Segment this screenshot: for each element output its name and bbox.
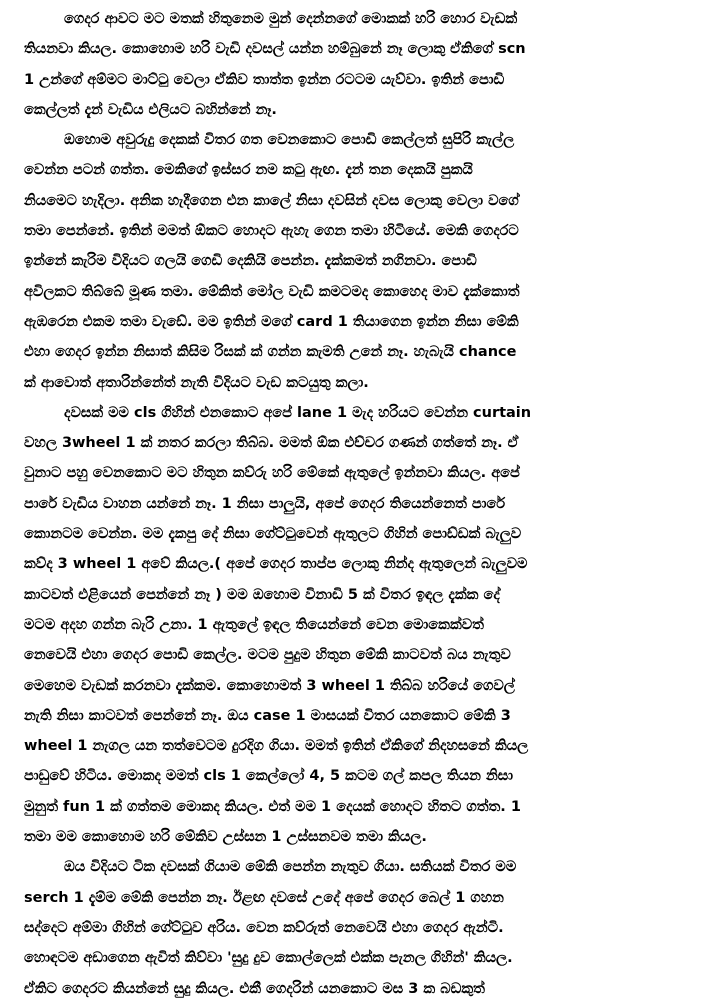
- document-page: [24, 4, 684, 1004]
- text-line: වෙන්න පටන් ගත්ත. මෙකිගේ ඉස්සර නම කටු ඇඟ. දැන් තන දෙකයි පුකයි: [24, 162, 473, 179]
- text-line: ඇඹරෙන එකම තමා වැඩේ. මම ඉතින් මගේ card 1 තියාගෙන ඉන්න නිසා මේකි: [24, 313, 519, 330]
- text-line: අවිලකට තිබ්බේ මූණ තමා. මේකිත් මෝල වැඩි කමටමද කොහෙද මාව දැක්කොත්: [24, 283, 520, 300]
- text-line: ක් ආවොත් අතාරින්නේත් නැති විදියට වැඩ කටයුතු කලා.: [24, 374, 369, 391]
- text-line: කාටවත් එළියෙන් පෙන්නේ නෑ ) මම ඔහොම විනාඩි 5 ක් විතර ඉඳල දැක්ක දේ: [24, 586, 500, 603]
- text-line: වහල 3wheel 1 ක් නතර කරලා තිබ්බ. මමත් ඕක එච්චර ගණන් ගත්තේ නෑ. ඒ: [24, 435, 519, 452]
- text-line: දවසක් මම cls ගිහින් එනකොට අපේ lane 1 මැද හරියට වෙන්න curtain: [64, 404, 532, 421]
- text-line: කව්ද 3 wheel 1 අවේ කියල.( අපේ ගෙදර තාප්ප ලොකු නින්ද ඇතුලෙන් බැලුවම: [24, 556, 528, 573]
- text-line: කෙල්ලත් දැන් වැඩිය එලියට බහින්නේ නෑ.: [24, 101, 277, 118]
- text-line: නෙවෙයි එහා ගෙදර පොඩි කෙල්ල. මටම පුදුම හිතුන මේකි කාටවත් බය නැතුව: [24, 647, 511, 664]
- text-line: 1 උන්ගේ අම්මට මාට්ටු වෙලා ඒකිව තාත්ත ඉන්න රටටම යැව්වා. ඉතින් පොඩි: [24, 71, 505, 88]
- text-line: කොනටම වෙන්න. මම දැකපු දේ නිසා ගේට්ටුවෙන් ඇතුලට ගිහින් පොඩ්ඩක් බැලුව: [24, 526, 522, 543]
- paragraph: [24, 4, 684, 125]
- text-line: serch 1 දැම්ම මේකි පෙන්න නෑ. ඊළඟ දවසේ උදේ අපේ ගෙදර බෙල් 1 ගහන: [24, 889, 504, 906]
- text-line: පාඩුවේ හිටිය. මොකද මමත් cls 1 කෙල්ලෝ 4, 5 කටම ගල් කපල තියන නිසා: [24, 768, 513, 785]
- text-line: ඔය විදියට ටික දවසක් ගියාම මේකි පෙන්න නැතුව ගියා. සතියක් විතර මම: [64, 859, 517, 876]
- text-line: ඒකිට ගෙදරට කියන්නේ සුදු කියල. එකී ගෙදරින් යනකොට මස 3 ක බඩකුත්: [24, 980, 485, 997]
- paragraph: [24, 398, 684, 852]
- text-line: මෙහෙම වැඩක් කරනවා දැක්කම. කොහොමත් 3 wheel 1 තිබ්බ හරියේ ගෙවල්: [24, 677, 515, 694]
- text-line: ගෙදර ආවට මට මතක් හිතුනෙම මුන් දෙන්නගේ මොකක් හරි හොර වැඩක්: [64, 11, 518, 27]
- text-line: නියමෙට හැදිලා. අනික හැදීගෙන එන කාලේ නිසා දවසින් දවස ලොකු වෙලා වගේ: [24, 192, 519, 209]
- text-line: ඉන්නේ කැරිම විදියට ගලයි ගෙඩි දෙකියි පෙන්න. දැක්කමත් නගිනවා. පොඩි: [24, 253, 477, 270]
- text-line: තමා පෙන්නේ. ඉතින් මමත් ඕකට හොදට ඇහැ ගෙන තමා හිටියේ. මෙකි ගෙදරට: [24, 223, 519, 240]
- text-line: මටම අදහ ගන්න බැරි උනා. 1 ඇතුලේ ඉඳල තියෙන්නේ වෙන මොකෙක්වත්: [24, 616, 484, 633]
- text-line: එහා ගෙදර ඉන්න නිසාත් කිසිම රිසක් ක් ගන්න කැමති උනේ නෑ. හැබැයි chance: [24, 344, 517, 361]
- text-line: වුනාට පහු වෙනකොට මට හිතුන කව්රු හරි මේකේ ඇතුලේ ඉන්නවා කියල. අපේ: [24, 465, 520, 482]
- text-line: තමා මම කොහොම හරි මේකිව උස්සන 1 උස්සනවම තමා කියල.: [24, 829, 427, 846]
- text-line: wheel 1 නැගල යන තත්වෙටම දුරදිග ගියා. මමත් ඉතින් ඒකිගේ නිදහසනේ කියල: [24, 738, 529, 755]
- text-line: ඔහොම අවුරුදු දෙකක් විතර ගත වෙනකොට පොඩි කෙල්ලත් සුපිරි කැල්ල: [64, 132, 515, 149]
- text-line: මුනුත් fun 1 ක් ගත්තම මොකද කියල. එත් මම 1 දෙයක් හොදට හිතට ගත්ත. 1: [24, 798, 521, 815]
- paragraph: [24, 125, 684, 398]
- text-line: තියනවා කියල. කොහොම හරි වැඩි දවසල් යන්න හම්බුනේ නෑ ලොකු ඒකිගේ scn: [24, 41, 526, 58]
- text-line: නැති නිසා කාටවත් පෙන්නේ නෑ. ඔය case 1 මාසයක් විතර යනකොට මේකි 3: [24, 707, 511, 724]
- text-line: පාරේ වැඩිය වාහන යන්නේ නෑ. 1 නිසා පාලුයි, අපේ ගෙදර තියෙන්නෙත් පාරේ: [24, 495, 506, 512]
- paragraph: [24, 852, 684, 1003]
- text-line: හොඳටම අඩාගෙන ඇවිත් කිව්වා 'සුදු දුව කොල්ලෙක් එක්ක පැනල ගිහින්' කියල.: [24, 950, 513, 967]
- text-line: සද්දෙට අම්මා ගිහින් ගේට්ටුව අරිය. වෙන කව්රුත් නෙවෙයි එහා ගෙදර ඇන්ටි.: [24, 919, 504, 936]
